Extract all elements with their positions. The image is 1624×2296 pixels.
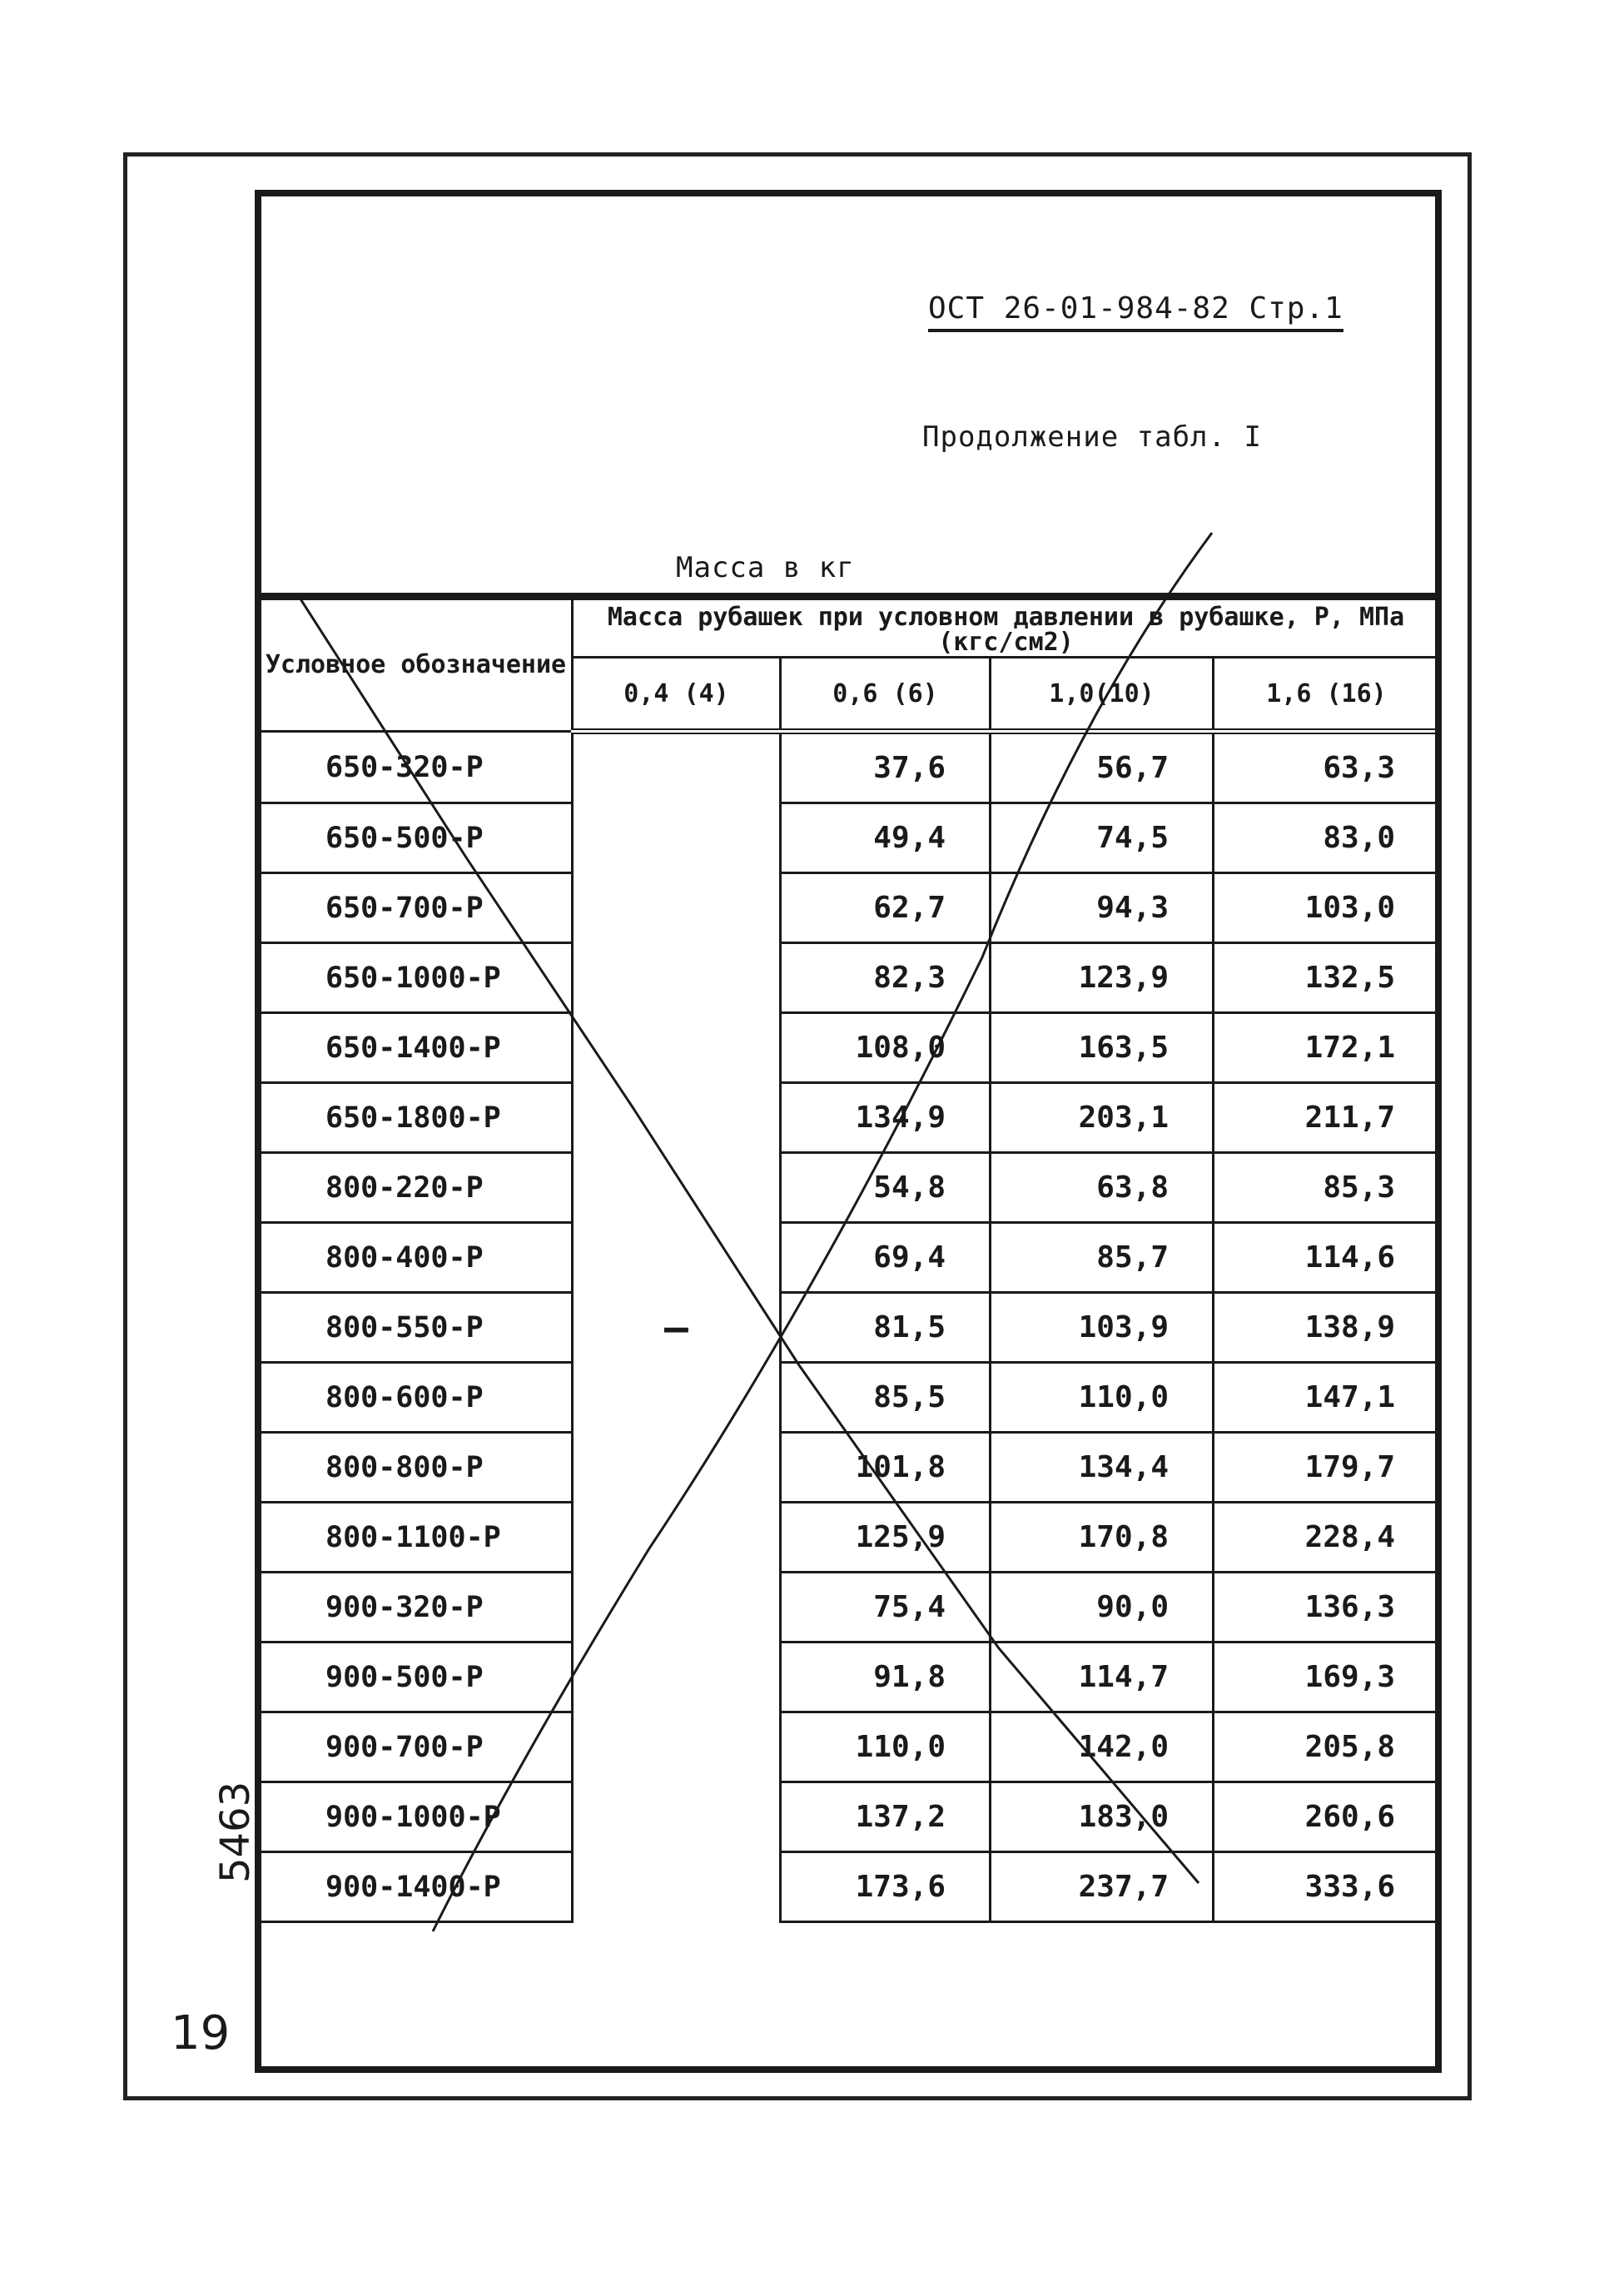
cell-mass-1-0: 203,1 — [991, 1083, 1214, 1153]
table-row — [260, 803, 1440, 873]
cell-mass-1-0: 237,7 — [991, 1852, 1214, 1922]
table-row — [260, 1782, 1440, 1852]
cell-designation: 900-700-Р — [260, 1712, 573, 1782]
table-row — [260, 1503, 1440, 1573]
table-row — [260, 1852, 1440, 1922]
column-header-pressure-1-0: 1,0(10) — [991, 658, 1214, 732]
cell-mass-1-0: 94,3 — [991, 873, 1214, 943]
cell-mass-1-6: 132,5 — [1214, 943, 1440, 1013]
table-row — [260, 1363, 1440, 1433]
table-row — [260, 1642, 1440, 1712]
table-caption: Масса в кг — [676, 551, 855, 584]
cell-mass-1-6: 260,6 — [1214, 1782, 1440, 1852]
cell-mass-0-6: 173,6 — [781, 1852, 991, 1922]
cell-mass-0-6: 108,0 — [781, 1013, 991, 1083]
cell-designation: 800-800-Р — [260, 1433, 573, 1503]
cell-mass-0-6: 110,0 — [781, 1712, 991, 1782]
cell-designation: 900-1400-Р — [260, 1852, 573, 1922]
cell-designation: 900-320-Р — [260, 1573, 573, 1642]
column-header-pressure-group: Масса рубашек при условном давлении в рубашке, Р, МПа (кгс/см2) — [573, 599, 1440, 658]
cell-mass-0-4-empty: — — [573, 732, 781, 1922]
cell-mass-1-6: 169,3 — [1214, 1642, 1440, 1712]
table-row — [260, 1013, 1440, 1083]
cell-mass-0-6: 54,8 — [781, 1153, 991, 1223]
cell-mass-1-6: 333,6 — [1214, 1852, 1440, 1922]
cell-mass-1-0: 114,7 — [991, 1642, 1214, 1712]
table-row — [260, 1083, 1440, 1153]
cell-designation: 800-600-Р — [260, 1363, 573, 1433]
cell-mass-1-0: 74,5 — [991, 803, 1214, 873]
cell-designation: 800-1100-Р — [260, 1503, 573, 1573]
cell-mass-1-0: 110,0 — [991, 1363, 1214, 1433]
cell-mass-1-6: 179,7 — [1214, 1433, 1440, 1503]
page-number: 19 — [171, 2006, 231, 2060]
cell-mass-0-6: 49,4 — [781, 803, 991, 873]
cell-mass-1-0: 163,5 — [991, 1013, 1214, 1083]
column-header-pressure-1-6: 1,6 (16) — [1214, 658, 1440, 732]
cell-designation: 650-1400-Р — [260, 1013, 573, 1083]
cell-mass-1-6: 136,3 — [1214, 1573, 1440, 1642]
table-row — [260, 1712, 1440, 1782]
cell-mass-0-6: 75,4 — [781, 1573, 991, 1642]
cell-designation: 800-220-Р — [260, 1153, 573, 1223]
cell-mass-1-0: 56,7 — [991, 732, 1214, 803]
cell-designation: 900-500-Р — [260, 1642, 573, 1712]
cell-designation: 650-500-Р — [260, 803, 573, 873]
cell-mass-1-0: 134,4 — [991, 1433, 1214, 1503]
cell-mass-1-0: 90,0 — [991, 1573, 1214, 1642]
cell-mass-1-0: 142,0 — [991, 1712, 1214, 1782]
cell-designation: 800-400-Р — [260, 1223, 573, 1293]
cell-mass-1-6: 63,3 — [1214, 732, 1440, 803]
table-continuation-note: Продолжение табл. I — [922, 420, 1262, 454]
column-header-pressure-0-6: 0,6 (6) — [781, 658, 991, 732]
cell-mass-0-6: 37,6 — [781, 732, 991, 803]
cell-mass-1-6: 138,9 — [1214, 1293, 1440, 1363]
document-code: ОСТ 26-01-984-82 Стр.1 — [928, 291, 1343, 332]
cell-mass-0-6: 81,5 — [781, 1293, 991, 1363]
cell-mass-1-6: 147,1 — [1214, 1363, 1440, 1433]
cell-mass-1-6: 211,7 — [1214, 1083, 1440, 1153]
cell-mass-1-6: 205,8 — [1214, 1712, 1440, 1782]
cell-mass-1-6: 172,1 — [1214, 1013, 1440, 1083]
cell-mass-1-0: 63,8 — [991, 1153, 1214, 1223]
cell-mass-1-0: 85,7 — [991, 1223, 1214, 1293]
cell-mass-0-6: 101,8 — [781, 1433, 991, 1503]
table-row — [260, 732, 1440, 803]
cell-designation: 900-1000-Р — [260, 1782, 573, 1852]
table-row — [260, 873, 1440, 943]
cell-mass-0-6: 69,4 — [781, 1223, 991, 1293]
cell-mass-1-6: 228,4 — [1214, 1503, 1440, 1573]
cell-mass-1-6: 114,6 — [1214, 1223, 1440, 1293]
cell-mass-1-6: 83,0 — [1214, 803, 1440, 873]
cell-designation: 650-700-Р — [260, 873, 573, 943]
cell-mass-1-0: 183,0 — [991, 1782, 1214, 1852]
table-row — [260, 943, 1440, 1013]
cell-designation: 800-550-Р — [260, 1293, 573, 1363]
table-row — [260, 1293, 1440, 1363]
cell-mass-0-6: 91,8 — [781, 1642, 991, 1712]
cell-mass-1-0: 103,9 — [991, 1293, 1214, 1363]
column-header-designation: Условное обозначение — [260, 599, 573, 732]
table-row — [260, 1153, 1440, 1223]
archive-stamp-number: 5463 — [212, 1781, 259, 1883]
cell-mass-0-6: 134,9 — [781, 1083, 991, 1153]
table-row — [260, 1223, 1440, 1293]
cell-designation: 650-1800-Р — [260, 1083, 573, 1153]
cell-mass-0-6: 125,9 — [781, 1503, 991, 1573]
table-row — [260, 1573, 1440, 1642]
table-body — [260, 732, 1440, 1922]
cell-mass-0-6: 85,5 — [781, 1363, 991, 1433]
cell-mass-1-6: 103,0 — [1214, 873, 1440, 943]
cell-designation: 650-320-Р — [260, 732, 573, 803]
cell-mass-1-6: 85,3 — [1214, 1153, 1440, 1223]
mass-table-container — [258, 598, 1438, 1923]
cell-mass-1-0: 123,9 — [991, 943, 1214, 1013]
cell-designation: 650-1000-Р — [260, 943, 573, 1013]
table-row — [260, 1433, 1440, 1503]
column-header-pressure-0-4: 0,4 (4) — [573, 658, 781, 732]
cell-mass-0-6: 82,3 — [781, 943, 991, 1013]
cell-mass-0-6: 62,7 — [781, 873, 991, 943]
cell-mass-1-0: 170,8 — [991, 1503, 1214, 1573]
cell-mass-0-6: 137,2 — [781, 1782, 991, 1852]
mass-table — [258, 598, 1441, 1923]
